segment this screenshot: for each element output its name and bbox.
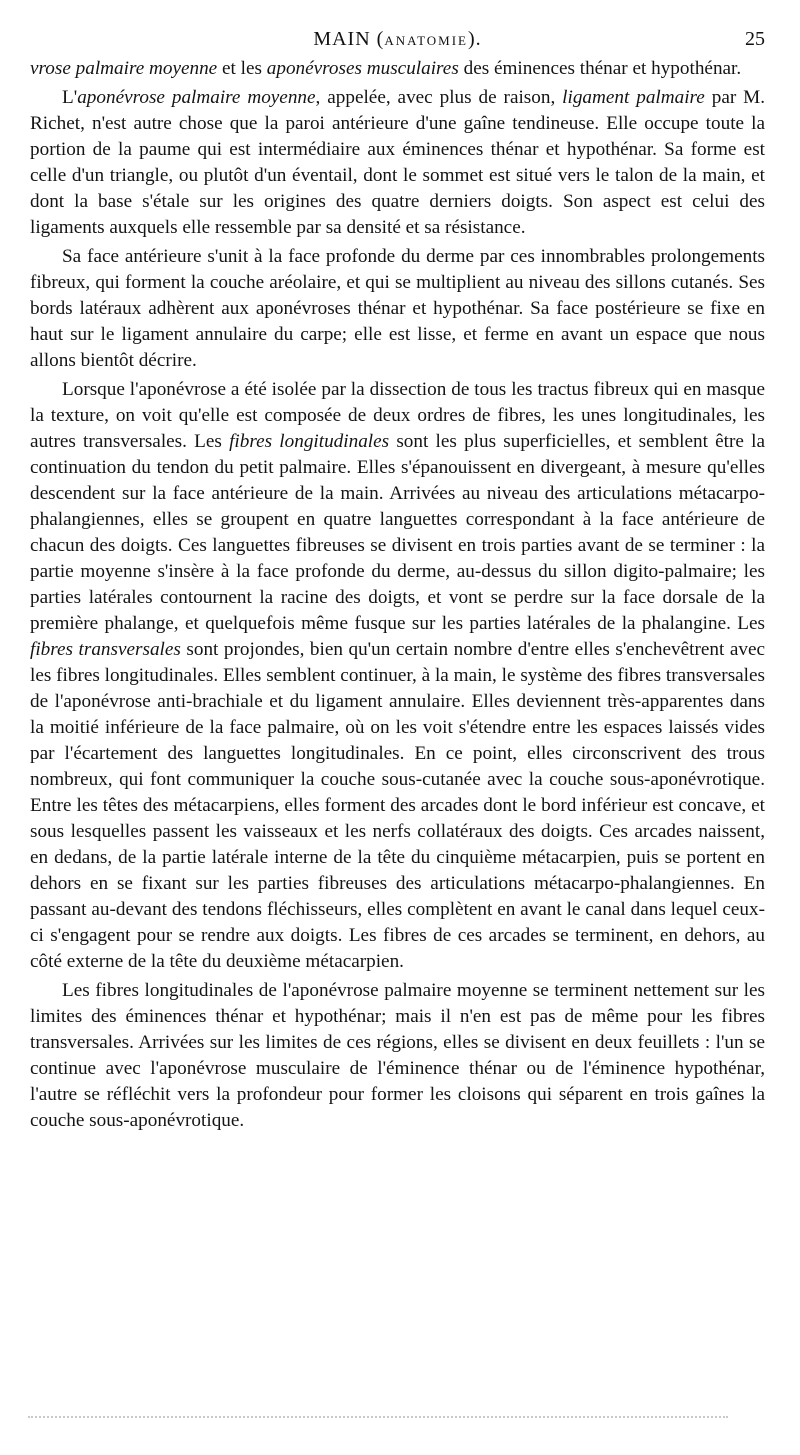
running-title-paren-close: ).: [468, 28, 482, 50]
running-title-paren-open: (: [376, 28, 385, 50]
paragraph-ligament-palmaire: [30, 85, 765, 241]
running-title-main: MAIN: [313, 28, 371, 50]
body-text: [30, 56, 765, 1134]
italic-term: aponévroses musculaires: [266, 58, 459, 79]
text-run: Les fibres longitudinales de l'aponévrose palmaire moyenne se terminent nettement sur les limites des éminences thénar et hypothénar; mais il n'en est pas de même pour les fibres transversales. Arrivées sur les limites de ces régions, elles se divisent en deux feuillets : l'un se continue avec l'aponévrose musculaire de l'éminence thénar ou de l'éminence hypothénar, l'autre se réfléchit vers la profondeur pour former les cloisons qui séparent en trois gaînes la couche sous-aponévrotique.: [30, 980, 765, 1131]
running-header: [30, 22, 765, 56]
text-run: , appelée, avec plus de raison,: [315, 87, 563, 108]
paragraph-fibres: [30, 377, 765, 975]
paragraph-terminaison: [30, 978, 765, 1134]
italic-term: vrose palmaire moyenne: [30, 58, 218, 79]
italic-term: fibres transversales: [30, 639, 181, 660]
italic-term: fibres longitudinales: [229, 431, 390, 452]
italic-term: ligament palmaire: [562, 87, 705, 108]
running-title: [30, 28, 765, 51]
text-run: L': [62, 87, 78, 108]
paragraph-face-anterieure: [30, 244, 765, 374]
text-run: Lorsque l'aponévrose a été isolée par la dissection de tous les tractus fibreux qui en masque la texture, on voit qu'elle est composée de deux ordres de fibres, les unes longitudinales, les autres transversales. Les: [30, 379, 765, 452]
text-run: sont les plus superficielles, et semblent être la continuation du tendon du petit palmaire. Elles s'épanouissent en divergeant, à mesure qu'elles descendent sur la face antérieure de la main. Arrivées au niveau des articulations métacarpo-phalangiennes, elles se groupent en quatre languettes correspondant à la face antérieure de chacun des doigts. Ces languettes fibreuses se divisent en trois parties avant de se terminer : la partie moyenne s'insère à la face profonde du derme, au-dessus du sillon digito-palmaire; les parties latérales contournent la racine des doigts, et vont se perdre sur la face dorsale de la première phalange, et quelquefois même fusque sur les parties latérales de la phalangine. Les: [30, 431, 765, 634]
book-page: [30, 22, 765, 1442]
bottom-page-edge-marks: [28, 1416, 728, 1420]
paragraph-continuation: [30, 56, 765, 82]
italic-term: aponévrose palmaire moyenne: [77, 87, 316, 108]
text-run: Sa face antérieure s'unit à la face profonde du derme par ces innombrables prolongements fibreux, qui forment la couche aréolaire, et qui se multiplient au niveau des sillons cutanés. Ses bords latéraux adhèrent aux aponévroses thénar et hypothénar. Sa face postérieure se fixe en haut sur le ligament annulaire du carpe; elle est lisse, et ferme en avant un espace que nous allons bientôt décrire.: [30, 246, 765, 371]
text-run: des éminences thénar et hypothénar.: [458, 58, 742, 79]
page-number: 25: [745, 28, 765, 50]
text-run: par M. Richet, n'est autre chose que la paroi antérieure d'une gaîne tendineuse. Elle occupe toute la portion de la paume qui est intermédiaire aux éminences thénar et hypothénar. Sa forme est celle d'un triangle, ou plutôt d'un éventail, dont le sommet est situé vers le talon de la main, et dont la base s'étale sur les origines des quatre derniers doigts. Son aspect est celui des ligaments auxquels elle ressemble par sa densité et sa résistance.: [30, 87, 765, 238]
text-run: et les: [217, 58, 267, 79]
running-title-subject: ANATOMIE: [384, 33, 468, 48]
text-run: sont projondes, bien qu'un certain nombre d'entre elles s'enchevêtrent avec les fibres longitudinales. Elles semblent continuer, à la main, le système des fibres transversales de l'aponévrose anti-brachiale et du ligament annulaire. Elles deviennent très-apparentes dans la moitié inférieure de la face palmaire, où on les voit s'étendre entre les espaces laissés vides par l'écartement des languettes longitudinales. En ce point, elles circonscrivent des trous nombreux, qui font communiquer la couche sous-cutanée avec la couche sous-aponévrotique. Entre les têtes des métacarpiens, elles forment des arcades dont le bord inférieur est concave, et sous lesquelles passent les vaisseaux et les nerfs collatéraux des doigts. Ces arcades naissent, en dedans, de la partie latérale interne de la tête du cinquième métacarpien, puis se portent en dehors en se fixant sur les parties fibreuses des articulations métacarpo-phalangiennes. En passant au-devant des tendons fléchisseurs, elles complètent en avant le canal dans lequel ceux-ci s'engagent pour se rendre aux doigts. Les fibres de ces arcades se terminent, en dehors, au côté externe de la tête du deuxième métacarpien.: [30, 639, 765, 972]
